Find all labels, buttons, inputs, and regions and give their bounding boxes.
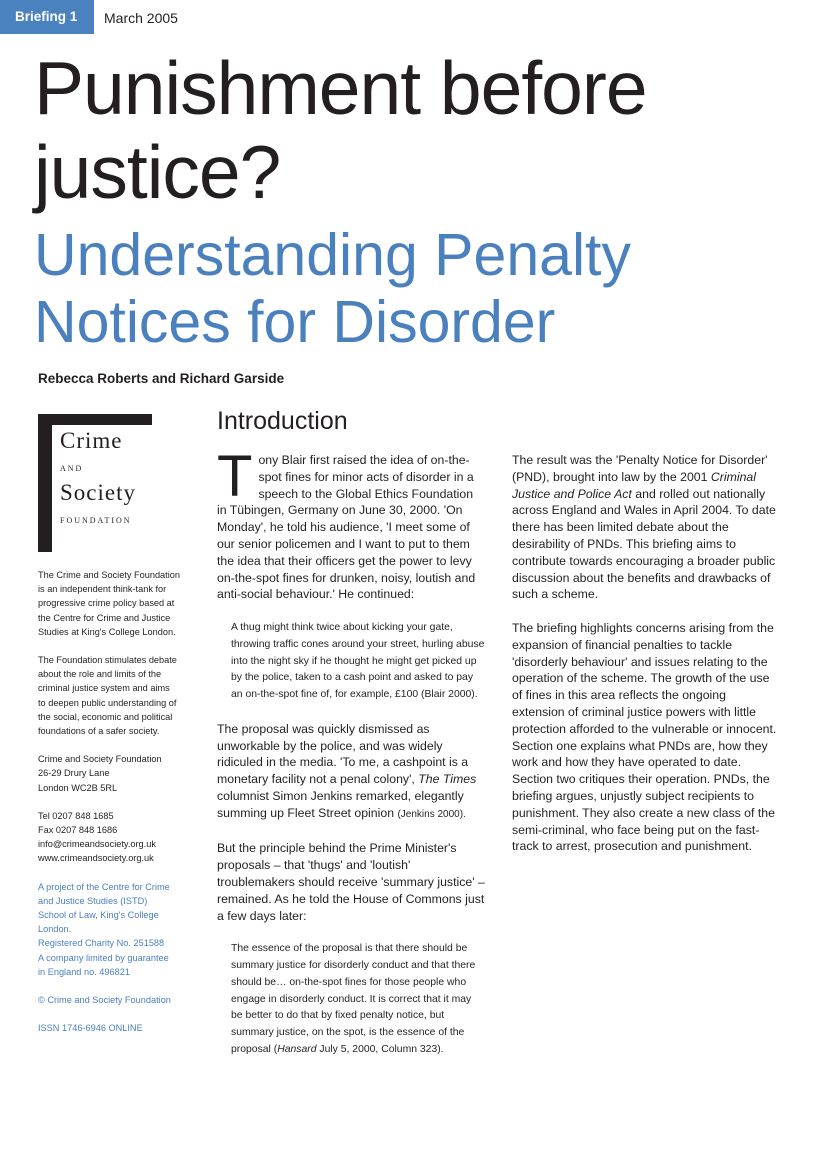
drop-cap: T [217, 444, 253, 509]
sidebar-line: School of Law, King's College [38, 910, 159, 921]
paragraph-text: and rolled out nationally across England and Wales in April 2004. To date there has been limited debate about the desirability of PNDs. This briefing aims to contribute towards encouraging a broader public discussion about the benefits and drawbacks of such a scheme. [512, 486, 776, 602]
sidebar-line: is an independent think-tank for [38, 584, 167, 595]
paragraph-text: The proposal was quickly dismissed as unworkable by the police, and was widely ridiculed in the media. 'To me, a cashpoint is a monetary facility not a penal colony', [217, 721, 469, 787]
sidebar-line: about the role and limits of the [38, 669, 162, 680]
logo-word-and: AND [60, 464, 84, 473]
sidebar-project-info [38, 880, 196, 979]
citation: (Jenkins 2000). [397, 808, 466, 820]
sidebar-line: London WC2B 5RL [38, 782, 118, 793]
phone-number: Tel 0207 848 1685 [38, 810, 114, 821]
fax-number: Fax 0207 848 1686 [38, 825, 118, 836]
paragraph-text: columnist Simon Jenkins remarked, elegantly summing up Fleet Street opinion [217, 788, 464, 820]
sidebar-line: in England no. 496821 [38, 966, 130, 977]
crime-and-society-logo [38, 414, 198, 554]
logo-word-crime: Crime [60, 428, 123, 453]
sidebar-line: 26-29 Drury Lane [38, 768, 110, 779]
sidebar-line: London. [38, 924, 72, 935]
body-column-right [512, 452, 780, 872]
copyright-notice: © Crime and Society Foundation [38, 995, 171, 1006]
sidebar-line: Crime and Society Foundation [38, 754, 162, 765]
sidebar-aims [38, 653, 196, 738]
hansard-quote [231, 941, 485, 1059]
sidebar-line: foundations of a safer society. [38, 726, 160, 737]
intro-paragraph-2 [217, 721, 485, 824]
publication-date: March 2005 [104, 10, 178, 26]
intro-paragraph-5: The briefing highlights concerns arising from the expansion of financial penalties to tackle 'disorderly behaviour' and issues relating to the operation of the scheme. The growth of the use of fines in this area reflects the ongoing extension of criminal justice powers with little protection afforded to the vulnerable or innocent. Section one explains what PNDs are, how they work and how they have operated to date. Section two critiques their operation. PNDs, the briefing argues, unjustly subject recipients to punishment. They also create a new class of the semi-criminal, who face being put on the fast-track to arrest, prosecution and punishment. [512, 620, 777, 854]
website-link[interactable]: www.crimeandsociety.org.uk [38, 853, 154, 864]
publication-name: Hansard [277, 1043, 317, 1055]
sidebar-contact [38, 809, 196, 866]
sidebar-about [38, 568, 196, 639]
sidebar-line: Registered Charity No. 251588 [38, 938, 165, 949]
document-subtitle: Understanding Penalty Notices for Disorder [34, 222, 631, 355]
sidebar-line: The Foundation stimulates debate [38, 655, 177, 666]
briefing-number-tag: Briefing 1 [0, 0, 94, 34]
paragraph-text: The result was the 'Penalty Notice for Disorder' (PND), brought into law by the 2001 [512, 453, 768, 484]
sidebar [38, 568, 196, 1049]
intro-paragraph-3: But the principle behind the Prime Minister's proposals – that 'thugs' and 'loutish' troublemakers should receive 'summary justice' – remained. As he told the House of Commons just a few days later: [217, 841, 485, 923]
sidebar-line: Studies at King's College London. [38, 626, 176, 637]
sidebar-line: criminal justice system and aims [38, 683, 170, 694]
logo-word-foundation: FOUNDATION [60, 516, 132, 525]
publication-name: The Times [418, 772, 477, 787]
sidebar-address [38, 752, 196, 795]
paragraph-text: ony Blair first raised the idea of on-the-spot fines for minor acts of disorder in a speech to the Global Ethics Foundation in Tübingen, Germany on June 30, 2000. 'On Monday', he told his audience, 'I meet some of our senior policemen and I want to put to them the idea that their officers get the power to levy on-the-spot fines for drunken, noisy, loutish and anti-social behaviour.' He continued: [217, 453, 476, 602]
logo-bracket-horizontal [38, 414, 152, 425]
quote-text: The essence of the proposal is that there should be summary justice for disorderly conduct and that there should be… on-the-spot fines for those people who engage in disorderly conduct. It is correct that it may be better to do that by fixed penalty notice, but summary justice, on the spot, is the essence of the proposal ( [231, 943, 476, 1055]
sidebar-line: The Crime and Society Foundation [38, 570, 180, 580]
sidebar-line: to deepen public understanding of [38, 697, 177, 708]
intro-paragraph-4 [512, 452, 780, 603]
authors: Rebecca Roberts and Richard Garside [38, 371, 285, 386]
logo-bracket-vertical [38, 414, 52, 552]
quote-text: July 5, 2000, Column 323). [316, 1043, 444, 1055]
sidebar-line: A project of the Centre for Crime [38, 881, 170, 892]
section-heading-introduction: Introduction [217, 407, 348, 435]
sidebar-line: and Justice Studies (ISTD) [38, 895, 148, 906]
logo-word-society: Society [60, 480, 136, 505]
blair-quote: A thug might think twice about kicking your gate, throwing traffic cones around your street, hurling abuse into the night sky if he thought he might get picked up by the police, taken to a cash point and asked to pay an on-the-spot fine of, for example, £100 (Blair 2000). [231, 621, 485, 701]
sidebar-line: the Centre for Crime and Justice [38, 612, 171, 623]
email-address[interactable]: info@crimeandsociety.org.uk [38, 839, 156, 850]
sidebar-line: progressive crime policy based at [38, 598, 175, 609]
sidebar-line: A company limited by guarantee [38, 952, 169, 963]
sidebar-line: the social, economic and political [38, 711, 173, 722]
act-name: Criminal Justice and Police Act [512, 469, 756, 501]
intro-paragraph-1 [217, 444, 485, 603]
document-title: Punishment before justice? [34, 46, 647, 214]
body-column-left [217, 444, 485, 1075]
issn-number: ISSN 1746-6946 ONLINE [38, 1023, 143, 1034]
